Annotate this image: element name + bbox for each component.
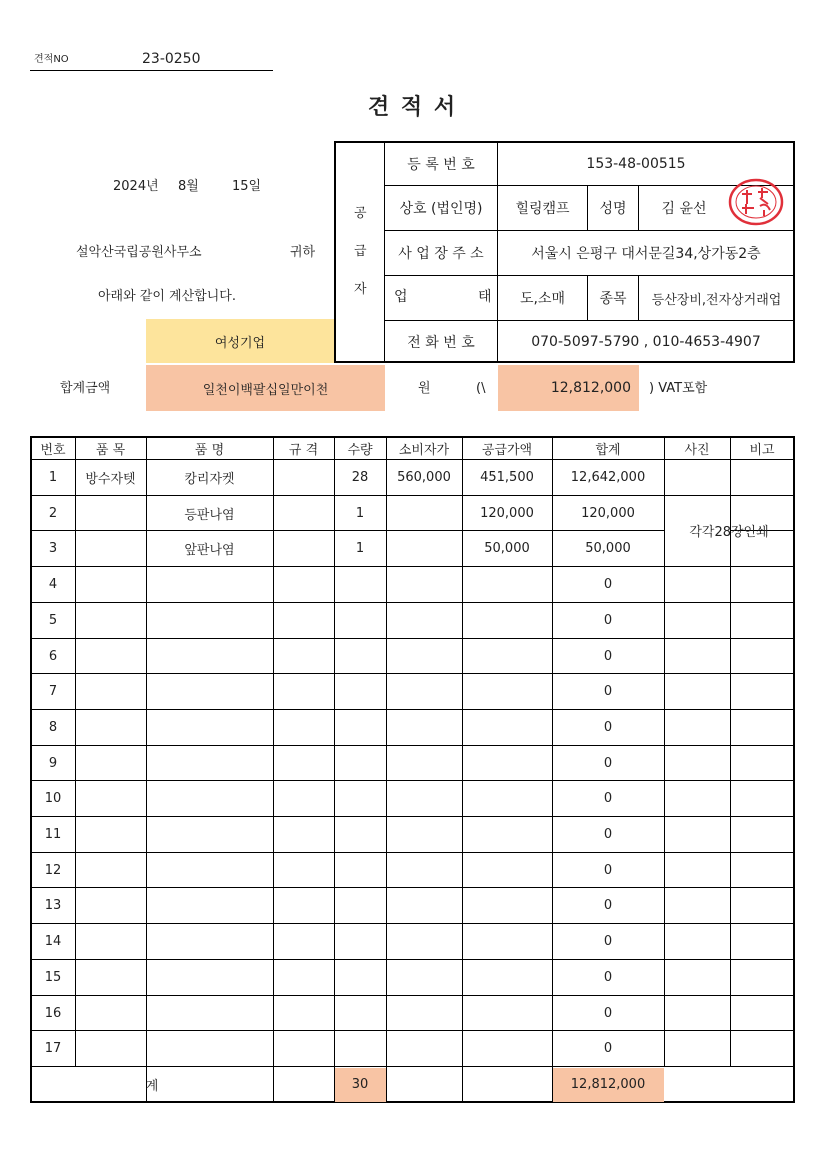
table-cell-name (146, 709, 273, 745)
estimate-no-label: 견적NO (34, 54, 69, 65)
table-cell-total: 50,000 (585, 540, 631, 556)
table-cell-supply: 50,000 (484, 540, 530, 556)
table-cell-spec (273, 566, 334, 602)
table-cell-retail (386, 638, 462, 674)
table-cell-category (75, 638, 146, 674)
table-cell-no: 12 (44, 862, 62, 878)
table-cell-qty (334, 923, 386, 959)
total-number (498, 365, 639, 411)
total-number-text: 12,812,000 (550, 380, 631, 396)
table-cell-total: 0 (603, 933, 613, 949)
table-cell-category (75, 780, 146, 816)
table-cell-total: 0 (603, 969, 613, 985)
table-cell-spec (273, 745, 334, 781)
table-cell-category: 방수자텟 (85, 471, 136, 487)
table-cell-retail (386, 887, 462, 923)
estimate-no-value: 23-0250 (142, 51, 201, 67)
table-cell-total: 0 (603, 612, 613, 628)
table-cell-retail (386, 1030, 462, 1066)
table-cell-spec (273, 887, 334, 923)
table-cell-spec (273, 923, 334, 959)
table-cell-supply (462, 816, 552, 852)
table-cell-qty (334, 566, 386, 602)
table-cell-supply (462, 995, 552, 1031)
name-label: 성명 (599, 201, 627, 217)
table-cell-no: 14 (44, 933, 62, 949)
table-cell-retail (386, 852, 462, 888)
table-cell-name: 앞판나염 (184, 542, 235, 558)
table-header: 품 명 (194, 442, 225, 458)
table-cell-total: 0 (603, 1040, 613, 1056)
biz-value: 도,소매 (519, 291, 566, 307)
table-cell-spec (273, 673, 334, 709)
supplier-side-2: 급 (354, 244, 367, 259)
table-cell-supply (462, 923, 552, 959)
supplier-side-1: 공 (354, 206, 367, 221)
table-cell-name: 캉리자켓 (184, 471, 235, 487)
table-cell-name (146, 923, 273, 959)
table-cell-retail (386, 495, 462, 531)
table-cell-supply (462, 709, 552, 745)
table-cell-category (75, 566, 146, 602)
table-cell-category (75, 673, 146, 709)
table-cell-retail (386, 780, 462, 816)
address-label: 사 업 장 주 소 (398, 246, 484, 262)
table-cell-qty: 1 (355, 540, 365, 556)
table-cell-spec (273, 1030, 334, 1066)
table-cell-qty (334, 887, 386, 923)
table-cell-no: 9 (48, 755, 58, 771)
table-cell-no: 4 (48, 576, 58, 592)
name-value: 김 윤선 (661, 201, 707, 217)
table-cell-no: 6 (48, 648, 58, 664)
table-cell-retail (386, 816, 462, 852)
table-cell-supply (462, 638, 552, 674)
table-cell-supply (462, 673, 552, 709)
address-value: 서울시 은평구 대서문길34,상가동2층 (531, 246, 761, 262)
table-cell-category (75, 1030, 146, 1066)
table-cell-total: 0 (603, 648, 613, 664)
page-title: 견 적 서 (368, 95, 458, 120)
table-cell-qty (334, 602, 386, 638)
table-cell-category (75, 530, 146, 566)
table-cell-spec (273, 995, 334, 1031)
table-cell-no: 17 (44, 1040, 62, 1056)
table-cell-total: 0 (603, 826, 613, 842)
table-cell-name (146, 638, 273, 674)
table-cell-retail (386, 602, 462, 638)
supplier-side-3: 자 (354, 282, 367, 297)
table-cell-no: 3 (48, 540, 58, 556)
table-cell-retail (386, 959, 462, 995)
table-cell-name (146, 1030, 273, 1066)
table-cell-no: 1 (48, 469, 58, 485)
table-cell-supply (462, 566, 552, 602)
table-cell-qty (334, 816, 386, 852)
table-cell-total: 0 (603, 683, 613, 699)
table-cell-name (146, 780, 273, 816)
sum-qty: 30 (351, 1076, 369, 1092)
table-cell-qty: 28 (351, 469, 369, 485)
table-cell-total: 0 (603, 790, 613, 806)
table-cell-retail (386, 995, 462, 1031)
table-cell-no: 2 (48, 505, 58, 521)
table-cell-spec (273, 530, 334, 566)
table-cell-category (75, 852, 146, 888)
table-cell-supply (462, 887, 552, 923)
vat-note: ) VAT포함 (649, 381, 708, 396)
table-cell-spec (273, 780, 334, 816)
phone-value: 070-5097-5790 , 010-4653-4907 (531, 333, 761, 350)
table-cell-qty (334, 638, 386, 674)
reg-label: 등 록 번 호 (407, 156, 475, 173)
table-cell-spec (273, 959, 334, 995)
table-header: 수량 (347, 442, 373, 458)
won-open: (\ (476, 381, 486, 396)
table-cell-no: 10 (44, 790, 62, 806)
table-cell-no: 5 (48, 612, 58, 628)
table-header: 공급가액 (481, 442, 533, 458)
table-cell-category (75, 745, 146, 781)
table-cell-category (75, 495, 146, 531)
table-cell-supply: 451,500 (480, 469, 534, 485)
item-value: 등산장비,전자상거래업 (651, 292, 782, 308)
table-cell-category (75, 602, 146, 638)
won-label: 원 (418, 381, 431, 396)
table-cell-supply (462, 852, 552, 888)
table-cell-qty (334, 959, 386, 995)
table-cell-retail: 560,000 (397, 469, 451, 485)
table-cell-retail (386, 745, 462, 781)
table-cell-qty (334, 673, 386, 709)
table-header: 규 격 (288, 442, 319, 458)
table-cell-spec (273, 459, 334, 495)
estimate-no-underline (30, 70, 273, 71)
table-cell-spec (273, 638, 334, 674)
table-cell-spec (273, 495, 334, 531)
table-cell-qty (334, 780, 386, 816)
table-cell-qty (334, 995, 386, 1031)
table-cell-no: 13 (44, 897, 62, 913)
intro-text: 아래와 같이 계산합니다. (98, 289, 236, 304)
table-header: 비고 (749, 442, 775, 458)
date-day: 15일 (232, 179, 262, 194)
table-cell-category (75, 959, 146, 995)
biz-label-2: 태 (478, 289, 492, 305)
table-cell-retail (386, 530, 462, 566)
table-cell-name (146, 887, 273, 923)
table-cell-name: 등판나염 (184, 507, 235, 523)
table-cell-no: 8 (48, 719, 58, 735)
table-cell-supply (462, 745, 552, 781)
table-cell-qty (334, 745, 386, 781)
table-cell-name (146, 816, 273, 852)
table-cell-qty (334, 709, 386, 745)
table-header: 소비자가 (398, 442, 450, 458)
table-cell-retail (386, 709, 462, 745)
table-cell-total: 0 (603, 862, 613, 878)
table-cell-name (146, 959, 273, 995)
table-cell-no: 15 (44, 969, 62, 985)
table-cell-name (146, 995, 273, 1031)
company-label: 상호 (법인명) (399, 201, 483, 217)
table-cell-spec (273, 602, 334, 638)
table-header: 합계 (595, 442, 621, 458)
table-cell-spec (273, 852, 334, 888)
table-cell-category (75, 816, 146, 852)
phone-label: 전 화 번 호 (407, 334, 475, 351)
reg-value: 153-48-00515 (586, 155, 686, 172)
table-cell-supply: 120,000 (480, 505, 534, 521)
table-header: 사진 (684, 442, 710, 458)
total-korean: 일천이백팔십일만이천 (146, 365, 385, 411)
table-cell-qty (334, 1030, 386, 1066)
table-cell-spec (273, 816, 334, 852)
table-cell-total: 0 (603, 576, 613, 592)
table-cell-retail (386, 673, 462, 709)
table-cell-category (75, 709, 146, 745)
table-cell-supply (462, 959, 552, 995)
table-cell-category (75, 887, 146, 923)
table-cell-total: 0 (603, 897, 613, 913)
table-cell-no: 11 (44, 826, 62, 842)
table-cell-name (146, 673, 273, 709)
sum-total: 12,812,000 (570, 1076, 646, 1092)
table-cell-name (146, 602, 273, 638)
table-cell-total: 0 (603, 719, 613, 735)
date-month: 8월 (178, 179, 199, 194)
date-year: 2024년 (113, 179, 159, 194)
biz-label-1: 업 (394, 289, 408, 305)
table-header: 품 목 (95, 442, 126, 458)
company-value: 힐링캠프 (515, 201, 570, 217)
table-cell-name (146, 852, 273, 888)
table-cell-qty (334, 852, 386, 888)
company-seal-stamp (724, 176, 788, 228)
table-cell-total: 12,642,000 (570, 469, 646, 485)
table-cell-qty: 1 (355, 505, 365, 521)
recipient-honorific: 귀하 (290, 245, 316, 260)
table-cell-no: 7 (48, 683, 58, 699)
table-cell-supply (462, 602, 552, 638)
table-header: 번호 (40, 442, 66, 458)
table-cell-total: 0 (603, 755, 613, 771)
sum-label: 계 (145, 1078, 159, 1094)
table-cell-name (146, 745, 273, 781)
table-cell-retail (386, 923, 462, 959)
table-cell-total: 0 (603, 1005, 613, 1021)
item-label: 종목 (599, 291, 627, 307)
table-cell-category (75, 923, 146, 959)
total-label: 합계금액 (60, 381, 111, 396)
table-cell-no: 16 (44, 1005, 62, 1021)
table-cell-supply (462, 1030, 552, 1066)
table-cell-supply (462, 780, 552, 816)
women-enterprise-badge: 여성기업 (146, 319, 334, 363)
table-cell-spec (273, 709, 334, 745)
table-cell-total: 120,000 (581, 505, 635, 521)
photo-note: 각각28장인쇄 (689, 525, 769, 540)
table-cell-name (146, 566, 273, 602)
table-cell-retail (386, 566, 462, 602)
table-cell-category (75, 995, 146, 1031)
recipient-name: 설악산국립공원사무소 (76, 245, 202, 260)
